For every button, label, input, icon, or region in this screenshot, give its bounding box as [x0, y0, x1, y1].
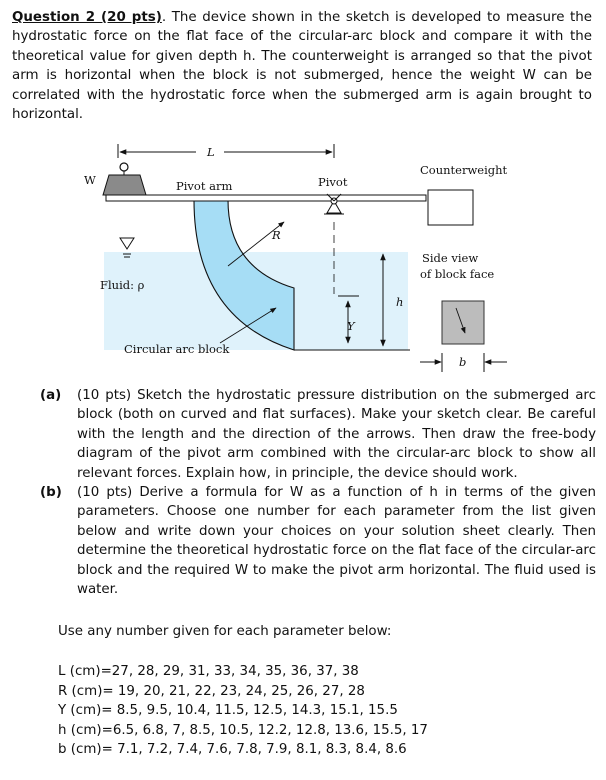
counterweight-box [428, 190, 473, 225]
parameter-line-y: Y (cm)= 8.5, 9.5, 10.4, 11.5, 12.5, 14.3, 15.1, 15.5 [58, 703, 398, 719]
weight-hook [120, 163, 128, 171]
question-intro-text: . The device shown in the sketch is developed to measure the hydrostatic force on the flat face of the circular-arc block and compare it with the theoretical value for given depth h. The counterweight is arranged so that the pivot arm is horizontal when the block is not submerged, hence the weight W can be correlated with the hydrostatic force when the submerged arm is again brought to horizontal. [12, 10, 593, 123]
question-intro [12, 8, 592, 124]
label-h: h [396, 295, 404, 309]
label-side-view-line1: Side view [422, 251, 479, 265]
part-b-label: (b) [40, 485, 62, 501]
label-b: b [459, 355, 467, 369]
label-r: R [272, 228, 281, 242]
part-b [40, 483, 596, 599]
block-face-side-view [442, 301, 484, 344]
free-surface-symbol [120, 238, 134, 249]
pivot-arm [106, 195, 426, 201]
question-parts [40, 386, 596, 599]
parameter-list [58, 622, 578, 759]
label-pivot: Pivot [318, 175, 348, 189]
device-sketch [76, 138, 516, 376]
label-circular-arc-block: Circular arc block [124, 342, 230, 356]
parameter-line-l: L (cm)=27, 28, 29, 31, 33, 34, 35, 36, 37, 38 [58, 664, 359, 680]
question-title: Question 2 (20 pts) [12, 10, 162, 25]
weight-w [103, 175, 146, 195]
parameter-line-b: b (cm)= 7.1, 7.2, 7.4, 7.6, 7.8, 7.9, 8.1, 8.3, 8.4, 8.6 [58, 742, 407, 758]
part-b-text: (10 pts) Derive a formula for W as a function of h in terms of the given parameters. Choose one number for each parameter from the list given below and write down your choices on your solution sheet clearly. Then determine the theoretical hydrostatic force on the flat face of the circular-arc block and the required W to make the pivot arm horizontal. The fluid used is water. [77, 485, 596, 598]
part-a [40, 386, 596, 483]
parameter-line-r: R (cm)= 19, 20, 21, 22, 23, 24, 25, 26, 27, 28 [58, 683, 365, 699]
part-a-text: (10 pts) Sketch the hydrostatic pressure distribution on the submerged arc block (both on curved and flat surfaces). Make your sketch clear. Be careful with the length and the direction of the arrows. Then draw the free-body diagram of the pivot arm combined with the circular-arc block to show all relevant forces. Explain how, in principle, the device should work. [77, 388, 596, 481]
label-side-view-line2: of block face [420, 267, 495, 281]
label-fluid: Fluid: ρ [100, 278, 145, 292]
label-y: Y [347, 319, 355, 333]
label-pivot-arm: Pivot arm [176, 179, 233, 193]
parameter-intro: Use any number given for each parameter below: [58, 624, 392, 639]
parameter-line-h: h (cm)=6.5, 6.8, 7, 8.5, 10.5, 12.2, 12.8, 13.6, 15.5, 17 [58, 722, 428, 738]
label-counterweight: Counterweight [420, 163, 508, 177]
label-w: W [84, 173, 96, 187]
label-l: L [207, 145, 215, 159]
part-a-label: (a) [40, 388, 62, 403]
